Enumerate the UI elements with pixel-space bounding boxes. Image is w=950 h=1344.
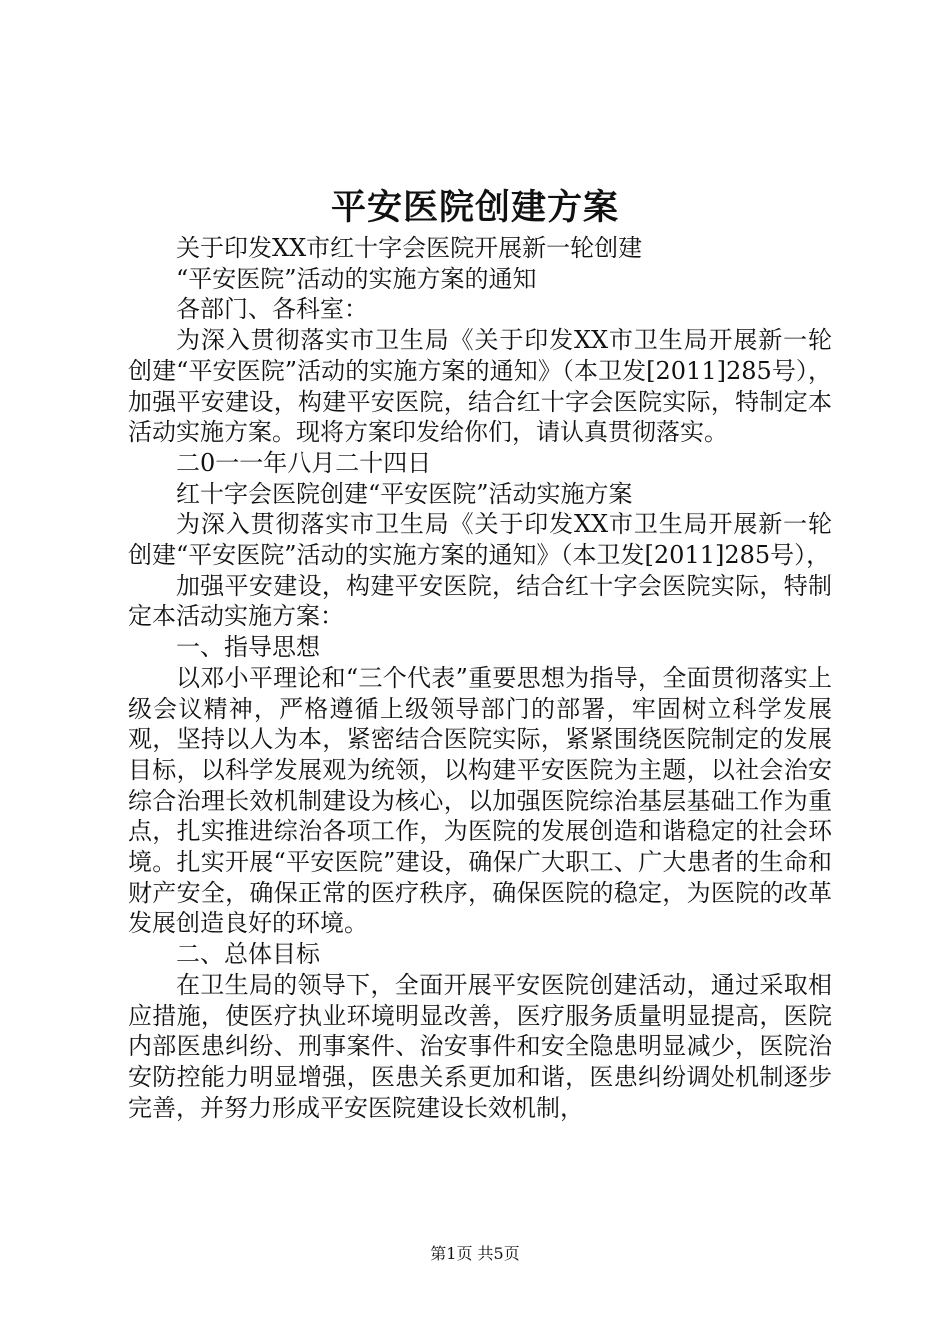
page-footer: 第1页 共5页 <box>430 1244 520 1263</box>
notice-heading-line-1: 关于印发XX市红十字会医院开展新一轮创建 <box>176 234 643 262</box>
plan-heading: 红十字会医院创建“平安医院”活动实施方案 <box>176 479 633 508</box>
guiding-thought-paragraph: 以邓小平理论和“三个代表”重要思想为指导，全面贯彻落实上级会议精神，严格遵循上级领导部门的部署，牢固树立科学发展观，坚持以人为本，紧密结合医院实际，紧紧围绕医院制定的发展目标，以科学发展观为统领，以构建平安医院为主题，以社会治安综合治理长效机制建设为核心，以加强医院综治基层基础工作为重点，扎实推进综治各项工作，为医院的发展创造和谐稳定的社会环境。扎实开展“平安医院”建设，确保广大职工、广大患者的生命和财产安全，确保正常的医疗秩序，确保医院的稳定，为医院的改革发展创造良好的环境。 <box>128 663 832 938</box>
document-title: 平安医院创建方案 <box>330 187 619 228</box>
notice-heading-line-2: “平安医院”活动的实施方案的通知 <box>176 264 537 293</box>
section-heading-guiding-thought: 一、指导思想 <box>176 633 320 662</box>
notice-paragraph: 为深入贯彻落实市卫生局《关于印发XX市卫生局开展新一轮创建“平安医院”活动的实施方案的通知》（本卫发[2011]285号），加强平安建设，构建平安医院，结合红十字会医院实际，特制定本活动实施方案。现将方案印发给你们，请认真贯彻落实。 <box>128 326 832 447</box>
plan-intro-continuation: 加强平安建设，构建平安医院，结合红十字会医院实际，特制定本活动实施方案： <box>128 571 832 631</box>
overall-goal-paragraph: 在卫生局的领导下，全面开展平安医院创建活动，通过采取相应措施，使医疗执业环境明显改善，医疗服务质量明显提高，医院内部医患纠纷、刑事案件、治安事件和安全隐患明显减少，医院治安防控能力明显增强，医患关系更加和谐，医患纠纷调处机制逐步完善，并努力形成平安医院建设长效机制， <box>128 970 832 1122</box>
notice-date: 二0一一年八月二十四日 <box>176 448 432 477</box>
plan-intro-paragraph: 为深入贯彻落实市卫生局《关于印发XX市卫生局开展新一轮创建“平安医院”活动的实施方案的通知》（本卫发[2011]285号）， <box>128 510 832 570</box>
section-heading-overall-goal: 二、总体目标 <box>176 940 320 969</box>
document-body <box>128 233 832 1123</box>
salutation: 各部门、各科室： <box>176 295 368 324</box>
